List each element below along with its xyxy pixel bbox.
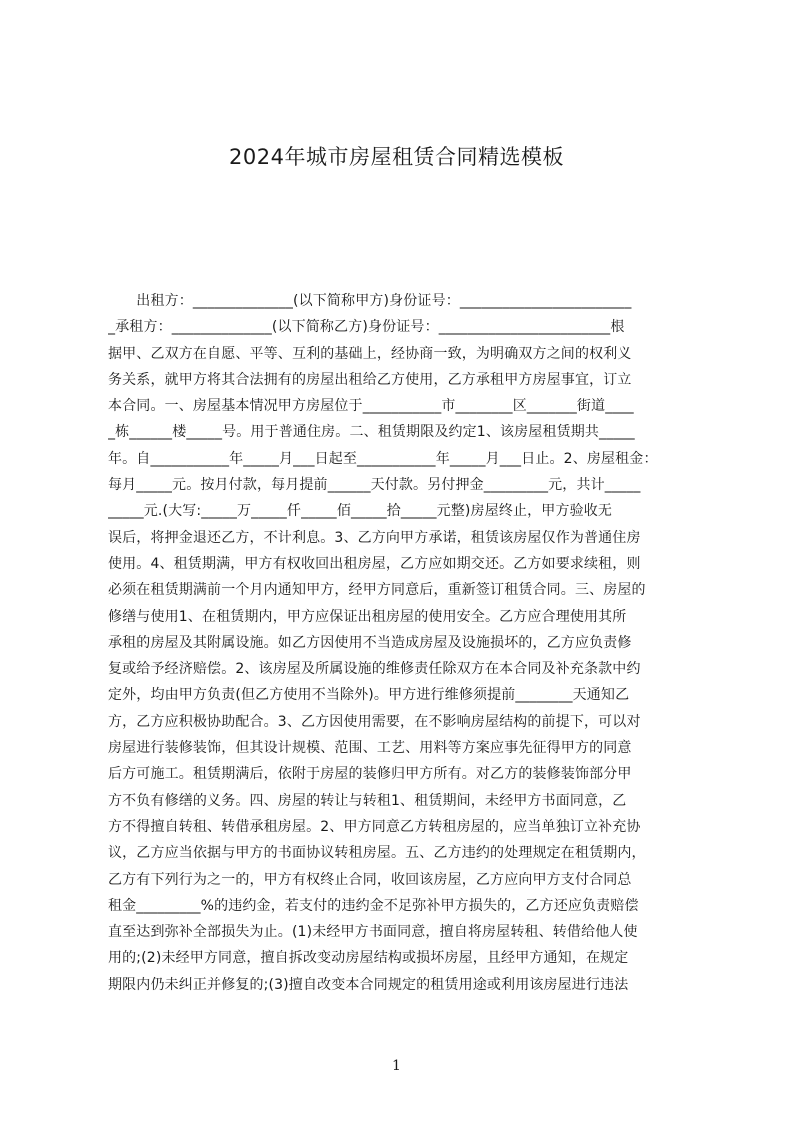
body-line: 期限内仍未纠正并修复的;(3)擅自改变本合同规定的租赁用途或利用该房屋进行违法: [108, 976, 629, 993]
body-line: 必须在租赁期满前一个月内通知甲方，经甲方同意后，重新签订租赁合同。三、房屋的: [108, 582, 646, 599]
document-body: [108, 288, 700, 1030]
body-line: 修缮与使用1、在租赁期内，甲方应保证出租房屋的使用安全。乙方应合理使用其所: [108, 608, 627, 625]
body-line: 方不得擅自转租、转借承租房屋。2、甲方同意乙方转租房屋的，应当单独订立补充协: [108, 818, 641, 835]
body-line: 据甲、乙双方在自愿、平等、互利的基础上，经协商一致，为明确双方之间的权利义: [108, 345, 632, 362]
body-line: _____元.(大写:_____万_____仟_____佰_____拾_____元整)房屋终止，甲方验收无: [108, 503, 613, 520]
body-line: 年。自___________年_____月___日起至___________年_____月___日止。2、房屋租金：: [108, 450, 658, 467]
body-line: 本合同。一、房屋基本情况甲方房屋位于___________市________区_______街道____: [108, 398, 634, 415]
body-line: 误后，将押金退还乙方，不计利息。3、乙方向甲方承诺，租赁该房屋仅作为普通住房: [108, 529, 641, 546]
body-line: 复或给予经济赔偿。2、该房屋及所属设施的维修责任除双方在本合同及补充条款中约: [108, 661, 641, 678]
body-line: 议，乙方应当依据与甲方的书面协议转租房屋。五、乙方违约的处理规定在租赁期内，: [108, 845, 646, 862]
body-line: 承租的房屋及其附属设施。如乙方因使用不当造成房屋及设施损坏的，乙方应负责修: [108, 634, 632, 651]
page-number: 1: [392, 1058, 401, 1074]
body-line: 每月_____元。按月付款，每月提前______天付款。另付押金_________元，共计_____: [108, 477, 641, 494]
body-line: 方不负有修缮的义务。四、房屋的转让与转租1、租赁期间，未经甲方书面同意，乙: [108, 792, 627, 809]
body-line: 房屋进行装修装饰，但其设计规模、范围、工艺、用料等方案应事先征得甲方的同意: [108, 740, 632, 757]
body-line: _栋______楼_____号。用于普通住房。二、租赁期限及约定1、该房屋租赁期共_____: [108, 424, 635, 441]
body-line: 务关系，就甲方将其合法拥有的房屋出租给乙方使用，乙方承租甲方房屋事宜，订立: [108, 371, 632, 388]
body-line: 方，乙方应积极协助配合。3、乙方因使用需要，在不影响房屋结构的前提下，可以对: [108, 713, 641, 730]
body-line: _承租方：______________(以下简称乙方)身份证号：________________________根: [108, 319, 625, 336]
body-line: 乙方有下列行为之一的，甲方有权终止合同，收回该房屋，乙方应向甲方支付合同总: [108, 871, 632, 888]
document-title: 2024年城市房屋租赁合同精选模板: [229, 145, 564, 169]
body-line: 租金_________%的违约金，若支付的违约金不足弥补甲方损失的，乙方还应负责赔偿: [108, 897, 639, 914]
body-line: 直至达到弥补全部损失为止。(1)未经甲方书面同意，擅自将房屋转租、转借给他人使: [108, 924, 638, 941]
body-line: 用的;(2)未经甲方同意，擅自拆改变动房屋结构或损坏房屋，且经甲方通知，在规定: [108, 950, 629, 967]
body-line: 后方可施工。租赁期满后，依附于房屋的装修归甲方所有。对乙方的装修装饰部分甲: [108, 766, 632, 783]
body-line: 定外，均由甲方负责(但乙方使用不当除外)。甲方进行维修须提前________天通知乙: [108, 687, 630, 704]
body-line: 使用。4、租赁期满，甲方有权收回出租房屋，乙方应如期交还。乙方如要求续租，则: [108, 555, 641, 572]
body-line: 出租方：______________(以下简称甲方)身份证号：________________________: [108, 293, 632, 309]
